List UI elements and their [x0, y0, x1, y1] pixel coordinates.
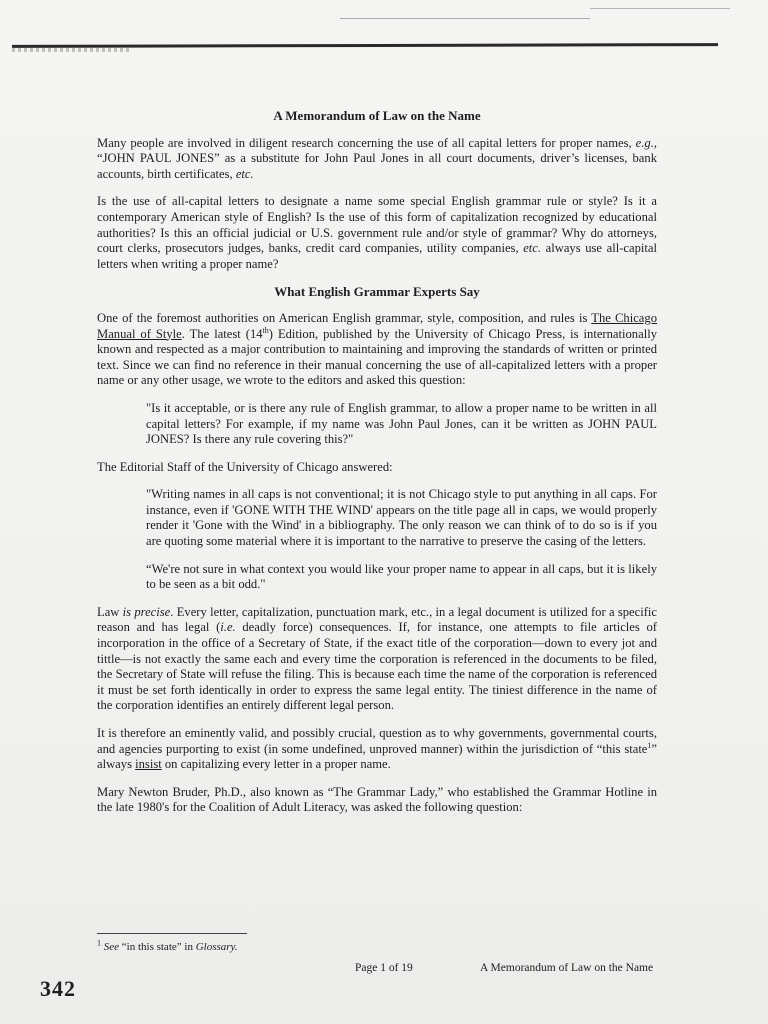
footer-title: A Memorandum of Law on the Name: [480, 962, 654, 974]
paragraph-questions: Is the use of all-capital letters to designate a name some special English grammar rule or style? Is it a contemporary American style of English? Is the use of this form of capitalization recognized by educational authorities? Is this an official judicial or U.S. government rule and/or style of grammar? Why do attorneys, court clerks, prosecutors judges, banks, credit card companies, utility companies, etc. always use all-capital letters when writing a proper name?: [97, 194, 657, 271]
document-title: A Memorandum of Law on the Name: [273, 108, 481, 123]
footnote-divider: [97, 933, 247, 934]
paragraph-answer-intro: The Editorial Staff of the University of Chicago answered:: [97, 459, 393, 474]
quote-question: "Is it acceptable, or is there any rule of English grammar, to allow a proper name to be written in all capital letters? For example, if my name was John Paul Jones, can it be written as JOHN PAUL JONES? Is there any rule covering this?": [146, 400, 657, 447]
page-stamp: 342: [40, 976, 76, 1001]
quote-answer-2: “We're not sure in what context you would like your proper name to appear in all caps, but it is likely to be seen as a bit odd.": [146, 561, 657, 592]
paragraph-intro: Many people are involved in diligent research concerning the use of all capital letters for proper names, e.g., “JOHN PAUL JONES” as a substitute for John Paul Jones in all court documents, driver’s licenses, bank accounts, birth certificates, etc.: [97, 135, 657, 181]
quote-answer: "Writing names in all caps is not conventional; it is not Chicago style to put anything in all caps. For instance, even if 'GONE WITH THE WIND' appears on the title page all in caps, we would properly render it 'Gone with the Wind' in a bibliography. The only reason we can think of to do so is if you are quoting some material where it is important to the narrative to preserve the casing of the letters.: [146, 487, 657, 549]
section-heading: What English Grammar Experts Say: [274, 284, 480, 300]
scan-line: [340, 18, 590, 19]
scan-artifact: [12, 48, 132, 52]
scan-line: [590, 8, 730, 9]
page-number: Page 1 of 19: [355, 962, 413, 974]
footnote: $^1$ See “in this state” in Glossary.: [97, 938, 238, 953]
paragraph-governments: It is therefore an eminently valid, and possibly crucial, question as to why governments, governmental courts, and agencies purporting to exist (in some undefined, unproved manner) within the jurisdiction of “this state$^1$” always insist on capitalizing every letter in a proper name.: [97, 726, 657, 772]
document-body: [97, 108, 657, 828]
paragraph-grammar-lady: Mary Newton Bruder, Ph.D., also known as “The Grammar Lady,” who established the Grammar Hotline in the late 1980's for the Coalition of Adult Literacy, was asked the following question:: [97, 784, 657, 815]
paragraph-chicago: One of the foremost authorities on American English grammar, style, composition, and rules is The Chicago Manual of Style. The latest (14th) Edition, published by the University of Chicago Press, is internationally known and respected as a major contribution to maintaining and improving the standards of written or printed text. Since we can find no reference in their manual concerning the use of all-capitalized letters with a proper name or any other usage, we wrote to the editors and asked this question:: [97, 310, 657, 388]
paragraph-law-precise: Law is precise. Every letter, capitalization, punctuation mark, etc., in a legal document is utilized for a specific reason and has legal (i.e. deadly force) consequences. If, for instance, one attempts to file articles of incorporation in the office of a Secretary of State, if the exact title of the corporation—down to every jot and tittle—is not exactly the same each and every time the corporation is referenced in the documents to be filed, the Secretary of State will refuse the filing. This is because each time the name of the corporation is referenced it must be set forth identically in order to express the same legal entity. The tiniest difference in the name of the corporation identifies an entirely different legal person.: [97, 604, 657, 713]
